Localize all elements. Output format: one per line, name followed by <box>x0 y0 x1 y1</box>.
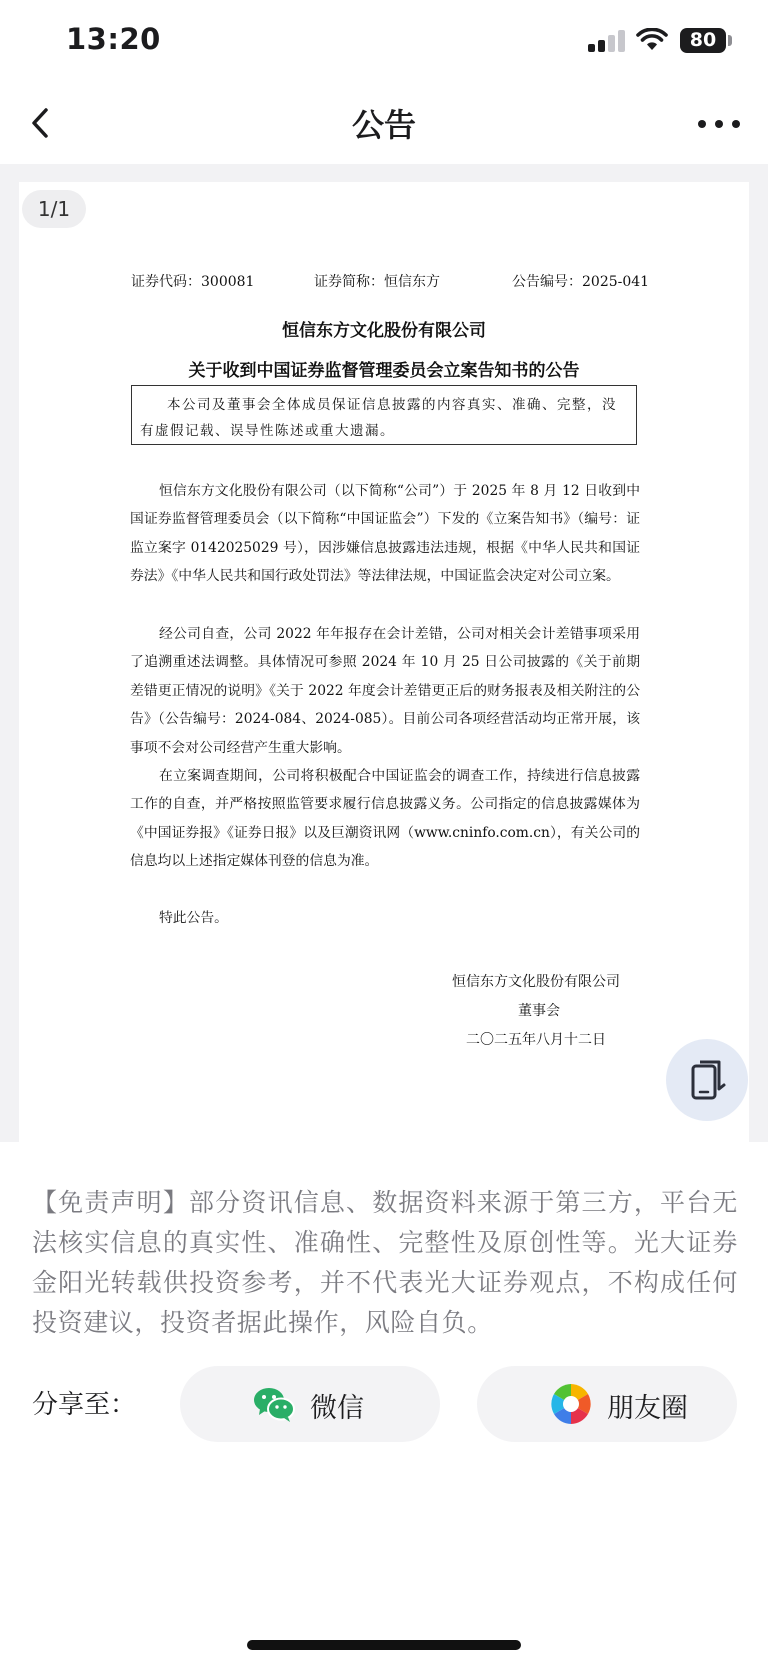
nav-bar <box>0 84 768 164</box>
home-indicator[interactable] <box>247 1640 521 1650</box>
battery-tip <box>728 35 732 46</box>
signature-board: 董事会 <box>518 1003 560 1019</box>
document-subject: 关于收到中国证券监督管理委员会立案告知书的公告 <box>188 361 580 381</box>
status-bar <box>0 0 768 84</box>
paragraph: 恒信东方文化股份有限公司（以下简称“公司”）于 2025 年 8 月 12 日收到中国证券监督管理委员会（以下简称“中国证监会”）下发的《立案告知书》（编号：证监立案字 0142025029 号），因涉嫌信息披露违法违规，根据《中华人民共和国证券法》《中华人民共和国行政处罚法》等法律法规，中国证监会决定对公司立案。 <box>130 483 640 585</box>
page-indicator: 1/1 <box>22 190 86 228</box>
share-wechat-label: 微信 <box>310 1393 364 1424</box>
moments-icon <box>549 1382 593 1426</box>
copy-phone-icon <box>666 1039 748 1121</box>
share-wechat-button[interactable] <box>180 1366 440 1442</box>
signature-date: 二〇二五年八月十二日 <box>466 1032 606 1048</box>
cellular-signal-icon <box>588 30 626 52</box>
notice-number: 公告编号：2025-041 <box>512 274 650 290</box>
paragraph: 特此公告。 <box>158 910 228 926</box>
wechat-icon <box>252 1382 296 1426</box>
paragraph: 经公司自查，公司 2022 年年报存在会计差错，公司对相关会计差错事项采用了追溯重述法调整。具体情况可参照 2024 年 10 月 25 日公司披露的《关于前期差错更正情况的说明》《关于 2022 年度会计差错更正后的财务报表及相关附注的公告》（公告编号：2024-084、2024-085）。目前公司各项经营活动均正常开展，该事项不会对公司经营产生重大影响。 <box>130 626 640 756</box>
disclaimer-text: 【免责声明】部分资讯信息、数据资料来源于第三方，平台无法核实信息的真实性、准确性、完整性及原创性等。光大证券金阳光转载供投资参考，并不代表光大证券观点，不构成任何投资建议，投资者据此操作，风险自负。 <box>32 1188 738 1337</box>
share-moments-button[interactable] <box>477 1366 737 1442</box>
page-title: 公告 <box>351 106 416 144</box>
statement-box: 本公司及董事会全体成员保证信息披露的内容真实、准确、完整，没有虚假记载、误导性陈述或重大遗漏。 <box>131 385 637 445</box>
security-short-name: 证券简称：恒信东方 <box>314 274 440 290</box>
battery-icon: 80 <box>680 28 726 53</box>
security-code: 证券代码：300081 <box>131 274 255 290</box>
paragraph: 在立案调查期间，公司将积极配合中国证监会的调查工作，持续进行信息披露工作的自查，并严格按照监管要求履行信息披露义务。公司指定的信息披露媒体为《中国证券报》《证券日报》以及巨潮资讯网（www.cninfo.com.cn），有关公司的信息均以上述指定媒体刊登的信息为准。 <box>130 768 640 870</box>
signature-company: 恒信东方文化股份有限公司 <box>452 974 620 990</box>
share-label: 分享至： <box>32 1390 137 1420</box>
status-time: 13:20 <box>66 22 161 56</box>
document-company: 恒信东方文化股份有限公司 <box>282 321 486 341</box>
share-moments-label: 朋友圈 <box>607 1393 688 1424</box>
copy-button[interactable] <box>666 1039 748 1121</box>
more-dots-icon[interactable] <box>696 108 742 138</box>
wifi-icon <box>636 28 668 52</box>
